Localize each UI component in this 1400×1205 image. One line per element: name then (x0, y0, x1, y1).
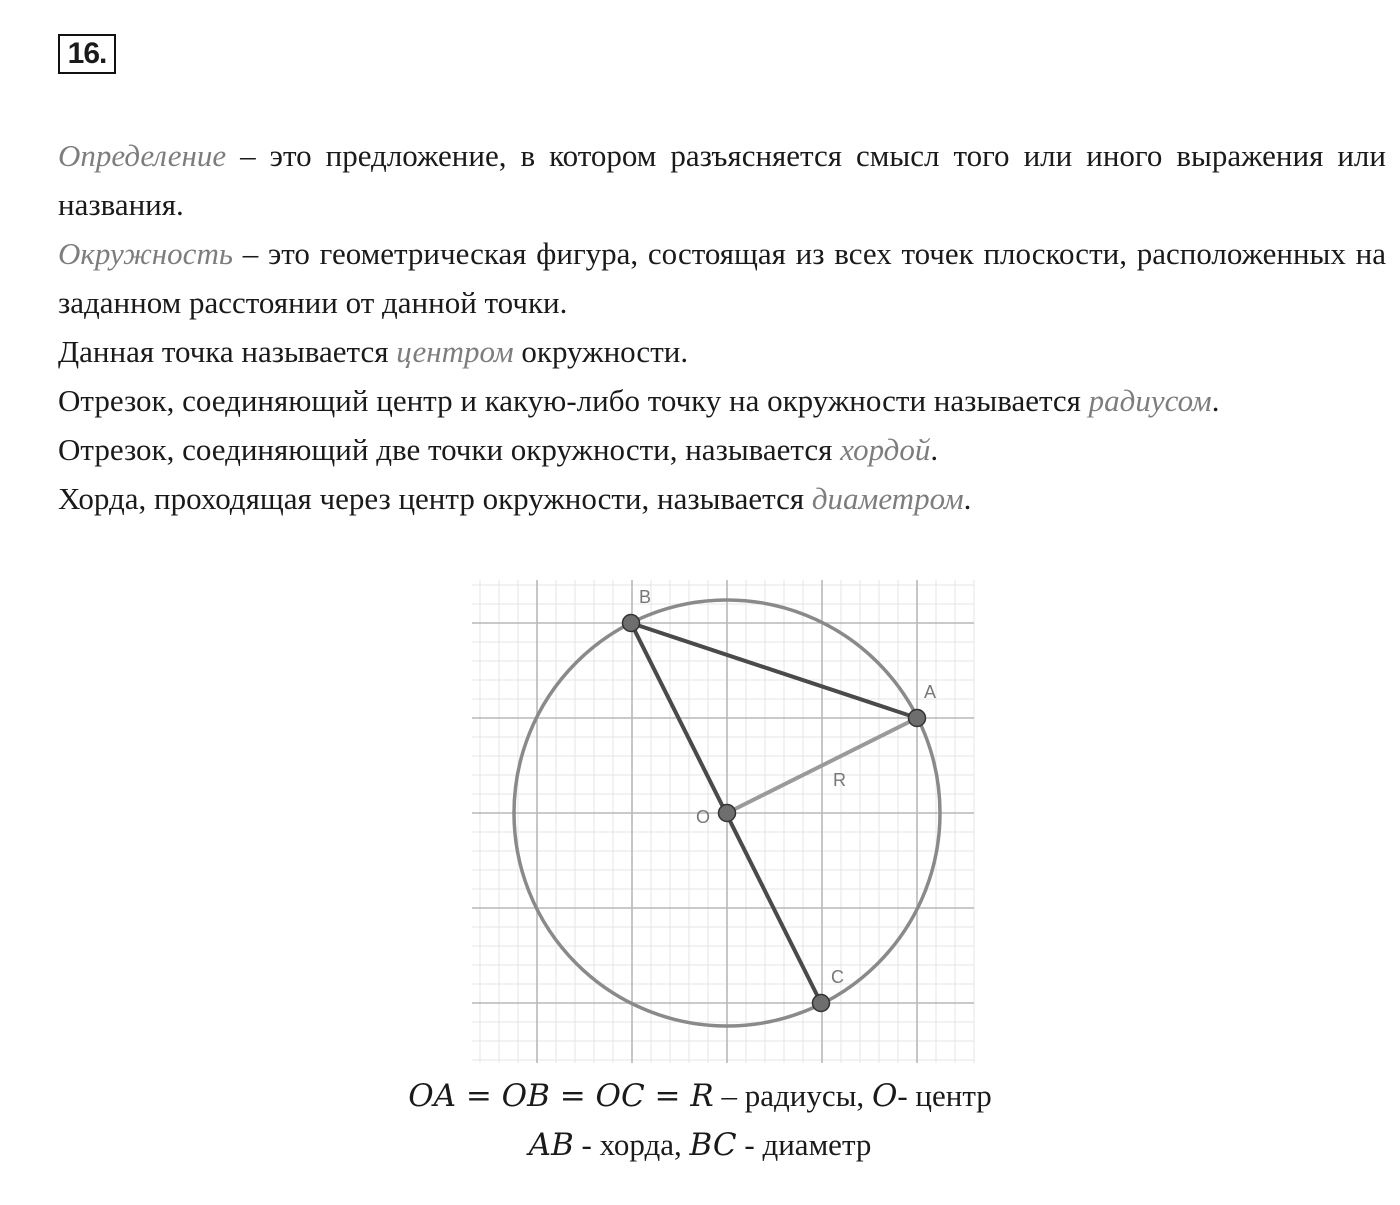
caption-chord-symbol: AB (528, 1127, 574, 1163)
circle-figure (468, 578, 978, 1068)
term-circle: Окружность (58, 236, 233, 271)
paragraph-circle (58, 229, 1386, 327)
label-b: B (639, 587, 652, 607)
label-a: A (924, 682, 937, 702)
paragraph-circle-text: – это геометрическая фигура, состоящая из всех точек плоскости, расположенных на заданном расстоянии от данной точки. (58, 236, 1386, 320)
paragraph-chord (58, 425, 1386, 474)
caption-center-text: - центр (897, 1078, 992, 1113)
paragraph-center-before: Данная точка называется (58, 334, 397, 369)
term-diameter: диаметром (811, 481, 964, 516)
paragraph-definition-text: – это предложение, в котором разъясняется смысл того или иного выражения или названия. (58, 138, 1386, 222)
point-o (719, 805, 736, 822)
paragraph-definition (58, 131, 1386, 229)
caption-diameter-text: - диаметр (736, 1127, 872, 1162)
paragraph-diameter-after: . (963, 481, 972, 516)
label-o: O (696, 807, 711, 827)
definitions-text (58, 131, 1386, 523)
point-b (623, 615, 640, 632)
paragraph-center-after: окружности. (513, 334, 689, 369)
paragraph-diameter-before: Хорда, проходящая через центр окружности, называется (58, 481, 812, 516)
point-c (813, 995, 830, 1012)
caption-equation: OA = OB = OC = R (408, 1078, 714, 1114)
caption-line-2 (0, 1125, 1400, 1165)
caption-chord-text: - хорда, (573, 1127, 690, 1162)
paragraph-diameter (58, 474, 1386, 523)
chord-ab (631, 623, 917, 718)
paragraph-radius (58, 376, 1386, 425)
label-c: C (831, 967, 844, 987)
paragraph-chord-after: . (930, 432, 939, 467)
caption-radii-text: – радиусы, (713, 1078, 872, 1113)
term-definition: Определение (58, 138, 227, 173)
paragraph-center (58, 327, 1386, 376)
label-r: R (833, 770, 846, 790)
problem-number: 16. (58, 34, 116, 74)
term-chord: хордой (840, 432, 931, 467)
caption-line-1 (0, 1076, 1400, 1116)
caption-center-symbol: O (871, 1078, 898, 1114)
point-a (909, 710, 926, 727)
paragraph-chord-before: Отрезок, соединяющий две точки окружности, называется (58, 432, 841, 467)
term-radius: радиусом (1088, 383, 1212, 418)
paragraph-radius-before: Отрезок, соединяющий центр и какую-либо точку на окружности называется (58, 383, 1089, 418)
paragraph-radius-after: . (1211, 383, 1220, 418)
term-center: центром (396, 334, 514, 369)
caption-diameter-symbol: BC (689, 1127, 737, 1163)
